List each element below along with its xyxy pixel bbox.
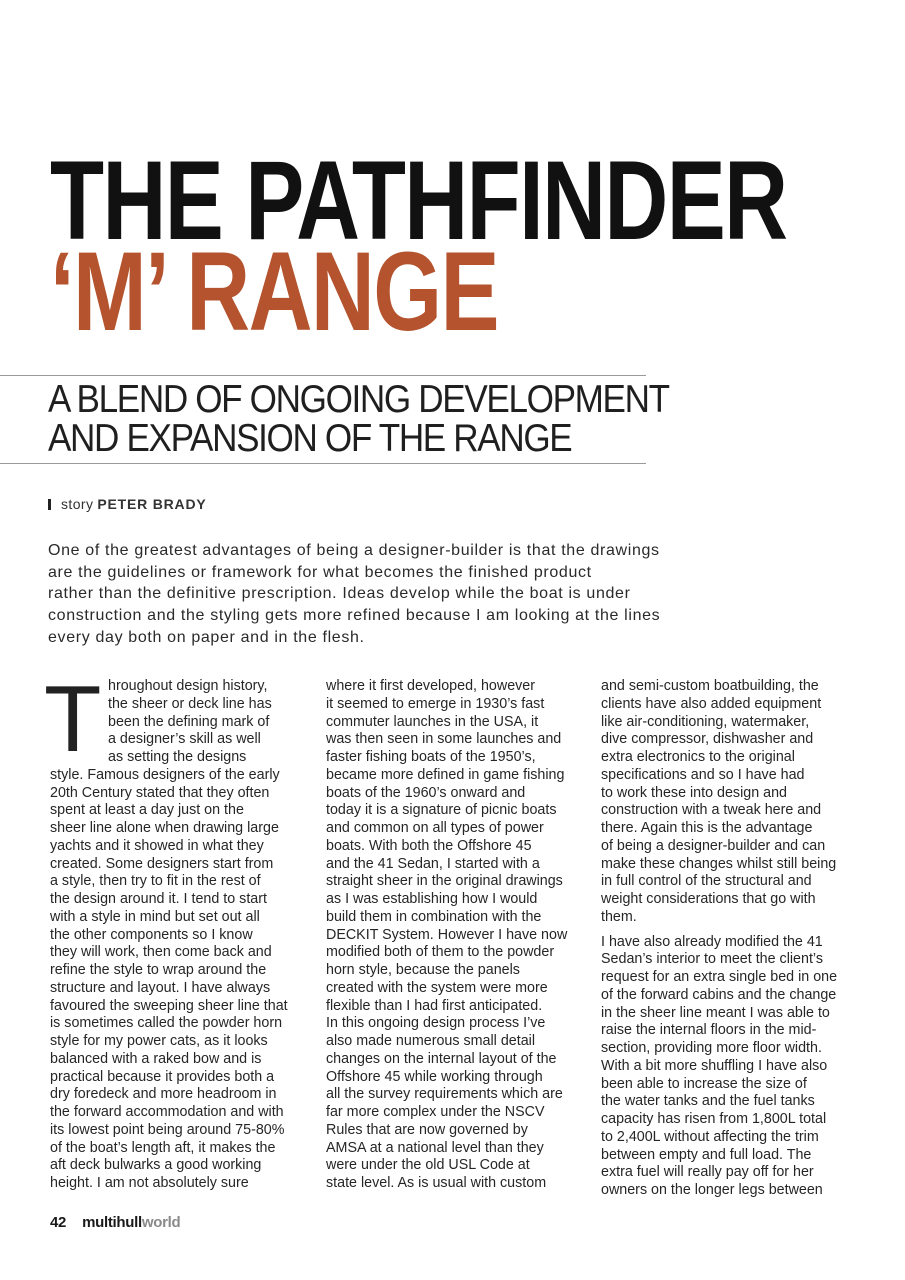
byline-author: PETER BRADY (97, 496, 207, 512)
body-line: AMSA at a national level than they (326, 1139, 544, 1156)
drop-cap: T (44, 666, 102, 771)
body-line: and common on all types of power (326, 820, 544, 836)
body-line: created. Some designers start from (50, 855, 274, 872)
body-line: far more complex under the NSCV (326, 1104, 545, 1120)
body-line: raise the internal floors in the mid- (601, 1022, 817, 1039)
subtitle-line-2: AND EXPANSION OF THE RANGE (48, 417, 572, 460)
intro-line: every day both on paper and in the flesh. (48, 628, 365, 646)
intro-line: One of the greatest advantages of being a designer-builder is that the drawings (48, 542, 660, 559)
body-line: them. (601, 908, 637, 925)
body-line: extra electronics to the original (601, 749, 795, 765)
body-line: DECKIT System. However I have now (326, 926, 568, 943)
body-line: boats. With both the Offshore 45 (326, 837, 532, 854)
body-line: construction with a tweak here and (601, 802, 822, 819)
body-line: boats of the 1960’s onward and (326, 784, 526, 801)
body-line: been able to increase the size of (601, 1075, 807, 1092)
body-line: of being a designer-builder and can (601, 837, 826, 854)
body-line: and the 41 Sedan, I started with a (326, 855, 540, 872)
subtitle (48, 380, 669, 458)
body-line: straight sheer in the original drawings (326, 873, 563, 890)
body-line: Rules that are now governed by (326, 1121, 528, 1138)
body-line: request for an extra single bed in one (601, 969, 838, 985)
body-line: I have also already modified the 41 (601, 933, 823, 950)
body-line: is sometimes called the powder horn (50, 1015, 283, 1032)
body-line: the sheer or deck line has (108, 695, 272, 712)
body-line: dive compressor, dishwasher and (601, 731, 814, 748)
body-line: in full control of the structural and (601, 873, 812, 890)
subtitle-bottom-rule (0, 463, 646, 464)
body-line: aft deck bulwarks a good working (50, 1157, 262, 1174)
byline (48, 496, 207, 512)
body-line: owners on the longer legs between (601, 1182, 823, 1198)
byline-label: story (61, 496, 94, 512)
body-line: specifications and so I have had (601, 766, 805, 783)
body-line: capacity has risen from 1,800L total (601, 1111, 827, 1127)
body-line: a designer’s skill as well (108, 731, 261, 748)
body-line: yachts and it showed in what they (50, 837, 264, 854)
body-line: also made numerous small detail (326, 1033, 535, 1049)
body-line: as setting the designs (108, 749, 247, 765)
body-line: in the sheer line meant I was able to (601, 1004, 830, 1021)
body-line: changes on the internal layout of the (326, 1050, 557, 1067)
body-line: the design around it. I tend to start (50, 891, 267, 907)
body-line: all the survey requirements which are (326, 1086, 563, 1103)
body-line: section, providing more floor width. (601, 1040, 822, 1056)
body-line: faster fishing boats of the 1950’s, (326, 749, 536, 765)
body-line: were under the old USL Code at (326, 1157, 530, 1174)
body-line: dry foredeck and more headroom in (50, 1086, 277, 1103)
body-line: the forward accommodation and with (50, 1104, 284, 1120)
body-line: structure and layout. I have always (50, 979, 271, 996)
body-column-2 (326, 678, 588, 1193)
body-line: there. Again this is the advantage (601, 820, 813, 836)
intro-line: rather than the definitive prescription. Ideas develop while the boat is under (48, 585, 631, 603)
body-line: style. Famous designers of the early (50, 766, 280, 783)
body-line: of the forward cabins and the change (601, 986, 837, 1003)
body-line: horn style, because the panels (326, 962, 520, 978)
body-line: clients have also added equipment (601, 695, 822, 712)
body-line: the water tanks and the fuel tanks (601, 1093, 815, 1110)
body-line: like air-conditioning, watermaker, (601, 713, 810, 730)
intro-line: are the guidelines or framework for what becomes the finished product (48, 563, 592, 581)
body-line: to work these into design and (601, 784, 787, 801)
magazine-name-part1: multihull (82, 1214, 142, 1231)
body-line: balanced with a raked bow and is (50, 1050, 262, 1067)
body-line: modified both of them to the powder (326, 944, 555, 961)
title-line-2: ‘M’ RANGE (50, 229, 498, 354)
body-line: they will work, then come back and (50, 944, 272, 961)
body-line: created with the system were more (326, 979, 548, 996)
body-line: was then seen in some launches and (326, 731, 562, 748)
body-line: extra fuel will really pay off for her (601, 1164, 814, 1181)
body-line: to 2,400L without affecting the trim (601, 1128, 819, 1145)
body-line: where it first developed, however (326, 678, 536, 694)
body-line: Sedan’s interior to meet the client’s (601, 951, 823, 968)
body-line: height. I am not absolutely sure (50, 1175, 249, 1191)
body-line: with a style in mind but set out all (50, 908, 260, 925)
body-line: sheer line alone when drawing large (50, 820, 279, 836)
body-line: of the boat’s length aft, it makes the (50, 1139, 276, 1156)
body-line: build them in combination with the (326, 908, 542, 925)
body-line: make these changes whilst still being (601, 855, 837, 872)
body-line: been the defining mark of (108, 713, 270, 730)
body-line: hroughout design history, (108, 678, 268, 694)
body-line: and semi-custom boatbuilding, the (601, 678, 819, 694)
body-line: With a bit more shuffling I have also (601, 1057, 828, 1074)
body-line: between empty and full load. The (601, 1146, 812, 1163)
body-line: state level. As is usual with custom (326, 1175, 547, 1191)
page-footer (50, 1214, 180, 1231)
body-line: favoured the sweeping sheer line that (50, 997, 288, 1014)
body-line: as I was establishing how I would (326, 891, 538, 907)
body-line: its lowest point being around 75-80% (50, 1121, 285, 1138)
body-line: today it is a signature of picnic boats (326, 802, 557, 819)
intro-paragraph (48, 540, 728, 649)
body-line: style for my power cats, as it looks (50, 1033, 268, 1049)
body-line: commuter launches in the USA, it (326, 713, 539, 730)
body-line: weight considerations that go with (601, 891, 816, 907)
intro-line: construction and the styling gets more refined because I am looking at the lines (48, 607, 661, 625)
title-line-1: THE PATHFINDER (50, 138, 787, 263)
body-column-3 (601, 678, 863, 1200)
subtitle-line-1: A BLEND OF ONGOING DEVELOPMENT (48, 378, 669, 421)
body-line: a style, then try to fit in the rest of (50, 873, 261, 890)
body-column-1 (44, 666, 312, 1193)
body-line: In this ongoing design process I’ve (326, 1015, 546, 1032)
body-line: it seemed to emerge in 1930’s fast (326, 695, 545, 712)
magazine-name-part2: world (141, 1214, 181, 1231)
body-line: 20th Century stated that they often (50, 784, 270, 801)
page-number: 42 (50, 1214, 67, 1231)
subtitle-top-rule (0, 375, 646, 376)
body-line: Offshore 45 while working through (326, 1068, 543, 1085)
byline-bar-icon (48, 499, 51, 510)
body-line: the other components so I know (50, 926, 253, 943)
body-line: refine the style to wrap around the (50, 962, 267, 978)
body-line: spent at least a day just on the (50, 802, 244, 819)
body-line: practical because it provides both a (50, 1068, 275, 1085)
body-line: flexible than I had first anticipated. (326, 997, 543, 1014)
body-line: became more defined in game fishing (326, 766, 565, 783)
